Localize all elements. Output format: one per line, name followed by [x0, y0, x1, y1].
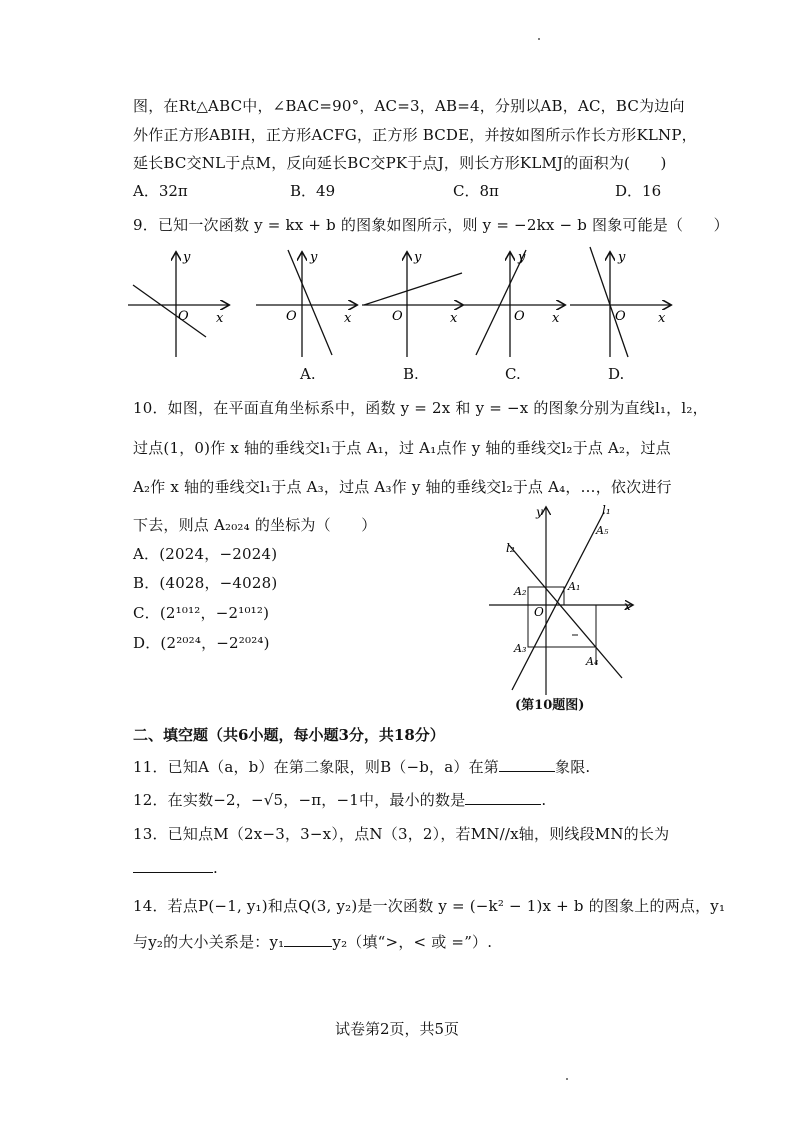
fig10-x-label: x — [624, 599, 631, 613]
q10-option-c[interactable]: C．(2¹⁰¹²，−2¹⁰¹²) — [133, 604, 270, 622]
q12 — [133, 789, 546, 810]
q14-line2 — [133, 931, 492, 952]
q10-option-b[interactable]: B．(4028，−4028) — [133, 574, 278, 592]
fig10-a4-label: A₄ — [586, 655, 599, 668]
q9-text: 9．已知一次函数 y = kx + b 的图象如图所示，则 y = −2kx − b 图象可能是（ ） — [133, 216, 729, 234]
q13-text-after: . — [213, 859, 218, 877]
q8-line2: 外作正方形ABIH，正方形ACFG，正方形 BCDE，并按如图所示作长方形KLNP， — [133, 126, 697, 144]
q9-given-graph — [128, 245, 232, 365]
fig10-a2-label: A₂ — [514, 585, 527, 598]
fig10-l1-label: l₁ — [602, 503, 611, 517]
q9-label-c: C. — [505, 365, 521, 383]
q12-text-after: . — [541, 791, 547, 809]
q9d-y-label: y — [618, 250, 626, 265]
q10-line4: 下去，则点 A₂₀₂₄ 的坐标为（ ） — [133, 516, 377, 534]
scan-speck-2 — [566, 1078, 568, 1080]
section-2-heading: 二、填空题（共6小题，每小题3分，共18分） — [133, 726, 445, 744]
q9-x-label: x — [216, 311, 224, 326]
q11-text: 11．已知A（a，b）在第二象限，则B（−b，a）在第 — [133, 758, 500, 776]
q9b-x-label: x — [450, 311, 458, 326]
q11 — [133, 756, 590, 777]
q9-label-b: B. — [403, 365, 419, 383]
q9-graph-a[interactable] — [256, 245, 360, 365]
q14-line1: 14．若点P(−1, y₁)和点Q(3, y₂)是一次函数 y = (−k² − 1)x + b 的图象上的两点，y₁ — [133, 897, 726, 915]
q8-option-a[interactable]: A．32π — [133, 182, 188, 200]
q9-y-label: y — [183, 250, 191, 265]
q10-line3: A₂作 x 轴的垂线交l₁于点 A₃，过点 A₃作 y 轴的垂线交l₂于点 A₄，…，依次进行 — [133, 478, 672, 496]
q9d-x-label: x — [658, 311, 666, 326]
q12-text: 12．在实数−2，−√5，−π，−1中，最小的数是 — [133, 791, 466, 809]
q9a-x-label: x — [344, 311, 352, 326]
q9-label-d: D. — [608, 365, 625, 383]
fig10-origin-label: O — [534, 605, 544, 619]
q9b-y-label: y — [414, 250, 422, 265]
q8-line1: 图，在Rt△ABC中，∠BAC=90°，AC=3，AB=4，分别以AB，AC，BC为边向 — [133, 97, 685, 115]
q9-origin-label: O — [178, 309, 189, 324]
q9a-y-label: y — [310, 250, 318, 265]
q10-option-a[interactable]: A．(2024，−2024) — [133, 545, 278, 563]
fig10-a3-label: A₃ — [514, 642, 527, 655]
q8-line3: 延长BC交NL于点M，反向延长BC交PK于点J，则长方形KLMJ的面积为( ) — [133, 154, 667, 172]
q10-option-d[interactable]: D．(2²⁰²⁴，−2²⁰²⁴) — [133, 634, 270, 652]
q10-line2: 过点(1，0)作 x 轴的垂线交l₁于点 A₁，过 A₁点作 y 轴的垂线交l₂于点 A₂，过点 — [133, 439, 671, 457]
q8-option-d[interactable]: D．16 — [615, 182, 662, 200]
q9b-origin-label: O — [392, 309, 403, 324]
q8-option-c[interactable]: C．8π — [453, 182, 499, 200]
q9c-y-label: y — [518, 250, 526, 265]
q9c-x-label: x — [552, 311, 560, 326]
q9d-origin-label: O — [615, 309, 626, 324]
q13-answer-blank[interactable] — [133, 858, 213, 873]
q11-answer-blank[interactable] — [499, 757, 555, 772]
fig10-y-label: y — [536, 505, 543, 519]
q8-options — [133, 180, 662, 200]
q12-answer-blank[interactable] — [465, 790, 541, 805]
q11-text-after: 象限. — [555, 758, 591, 776]
q9a-origin-label: O — [286, 309, 297, 324]
q9-graph-b[interactable] — [362, 245, 466, 365]
q10-figure — [484, 500, 644, 700]
q13-line2 — [133, 858, 218, 877]
q9-graph-c[interactable] — [464, 245, 568, 365]
scan-speck — [538, 38, 540, 40]
fig10-a5-label: A₅ — [596, 524, 609, 537]
page-footer: 试卷第2页，共5页 — [334, 1020, 460, 1038]
q8-option-b[interactable]: B．49 — [290, 182, 336, 200]
q9-label-a: A. — [300, 365, 316, 383]
q13-line1: 13．已知点M（2x−3，3−x），点N（3，2），若MN//x轴，则线段MN的长为 — [133, 825, 670, 843]
q14-answer-blank[interactable] — [284, 932, 332, 947]
q10-figure-caption: (第10题图) — [515, 698, 585, 713]
q10-line1: 10．如图，在平面直角坐标系中，函数 y = 2x 和 y = −x 的图象分别为直线l₁，l₂， — [133, 399, 708, 417]
fig10-l2-label: l₂ — [506, 541, 515, 555]
q9c-origin-label: O — [514, 309, 525, 324]
fig10-a1-label: A₁ — [568, 580, 581, 593]
q14-text: 与y₂的大小关系是：y₁ — [133, 933, 285, 951]
q14-text-after: y₂（填“>，< 或 =”）. — [332, 933, 493, 951]
q9-graph-d[interactable] — [570, 245, 674, 365]
